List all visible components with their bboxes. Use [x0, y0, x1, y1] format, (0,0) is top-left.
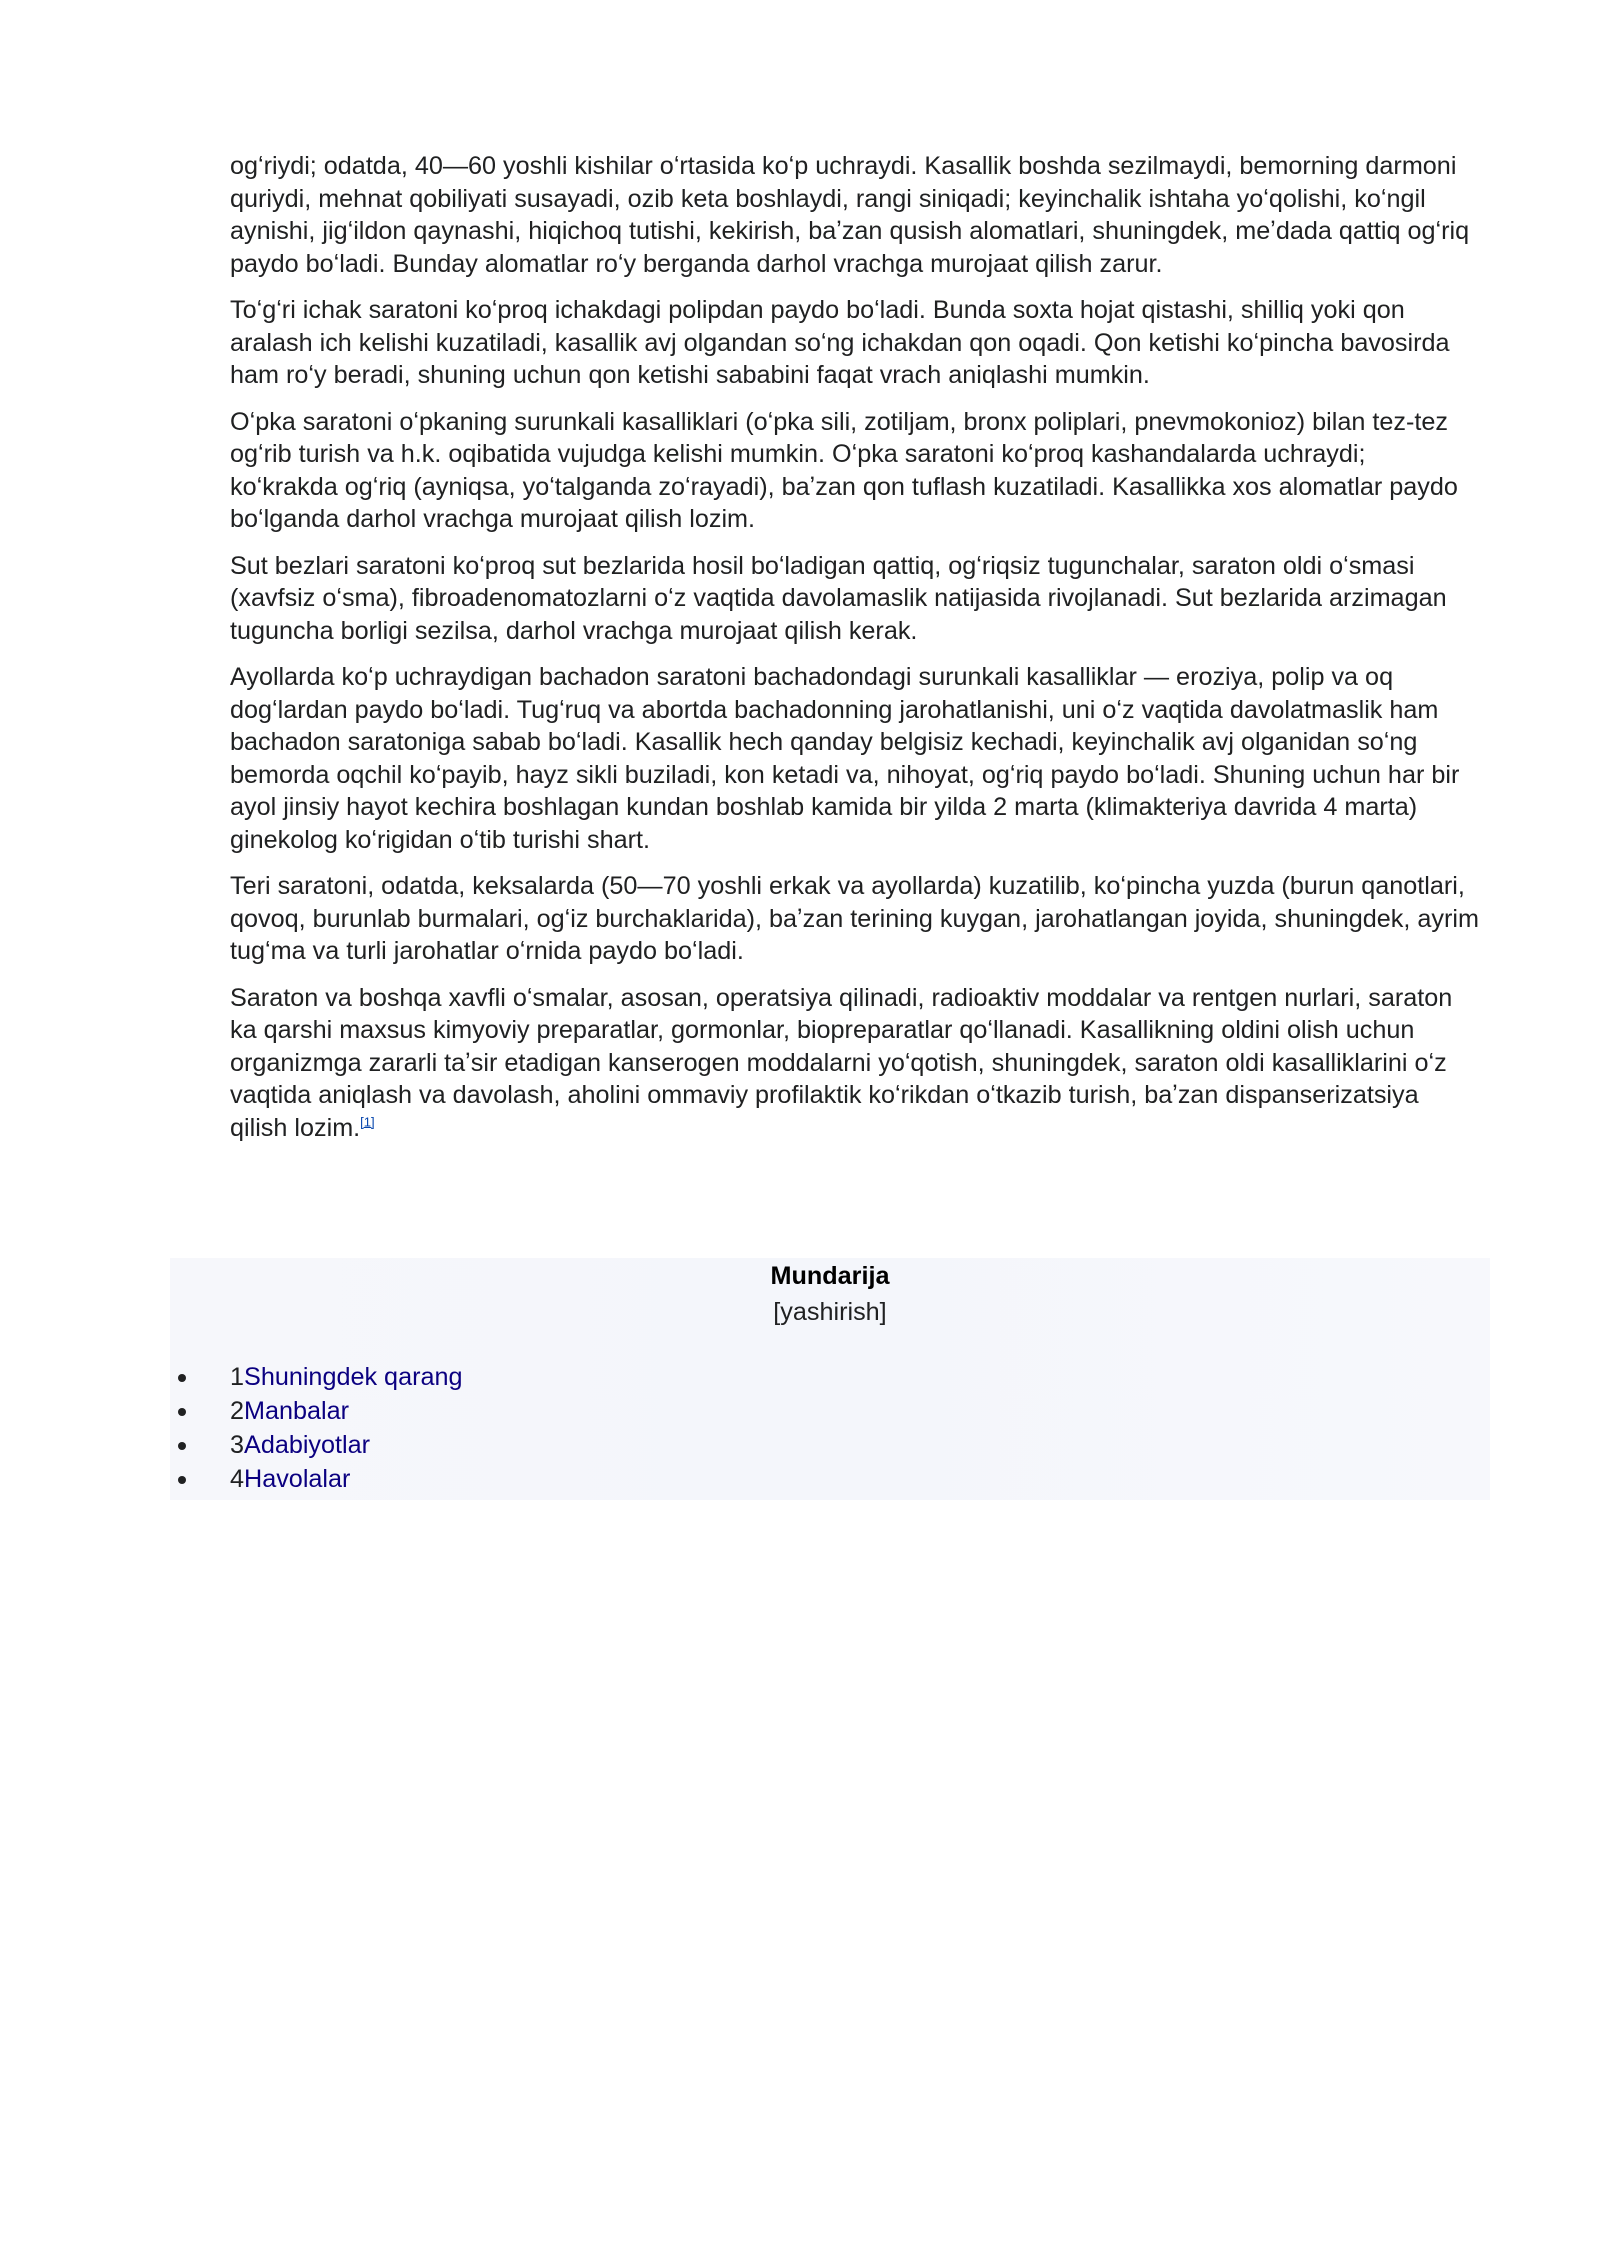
- toc-link-sources[interactable]: Manbalar: [244, 1397, 350, 1425]
- reference-footnote-link[interactable]: [360, 1114, 374, 1129]
- toc-item-number: 2: [230, 1397, 245, 1425]
- toc-item-links[interactable]: [170, 1462, 463, 1496]
- bullet-icon: [178, 1476, 186, 1484]
- toc-item-literature[interactable]: [170, 1428, 463, 1462]
- paragraph-stomach-cancer: ogʻriydi; odatda, 40—60 yoshli kishilar oʻrtasida koʻp uchraydi. Kasallik boshda sezilmaydi, bemorning darmoni quriydi, mehnat qobiliyati susayadi, ozib keta boshlaydi, rangi siniqadi; keyinchalik ishtaha yoʻqolishi, koʻngil aynishi, jigʻildon qaynashi, hiqichoq tutishi, kekirish, baʼzan qusish alomatlari, shuningdek, meʼdada qattiq ogʻriq paydo boʻladi. Bunday alomatlar roʻy berganda darhol vrachga murojaat qilish zarur.: [230, 152, 1470, 278]
- bullet-icon: [178, 1442, 186, 1450]
- paragraph-treatment-text: Saraton va boshqa xavfli oʻsmalar, asosan, operatsiya qilinadi, radioaktiv moddalar va rentgen nurlari, saraton ka qarshi maxsus kimyoviy preparatlar, gormonlar, biopreparatlar qoʻllanadi. Kasallikning oldini olish uchun organizmga zararli taʼsir etadigan kanserogen moddalarni yoʻqotish, shuningdek, saraton oldi kasalliklarini oʻz vaqtida aniqlash va davolash, aholini ommaviy profilaktik koʻrikdan oʻtkazib turish, baʼzan dispanserizatsiya qilish lozim.: [230, 983, 1453, 1142]
- paragraph-lung-cancer: Oʻpka saratoni oʻpkaning surunkali kasalliklari (oʻpka sili, zotiljam, bronx poliplari, pnevmokonioz) bilan tez-tez ogʻrib turish va h.k. oqibatida vujudga kelishi mumkin. Oʻpka saratoni koʻproq kashandalarda uchraydi; koʻkrakda ogʻriq (ayniqsa, yoʻtalganda zoʻrayadi), baʼzan qon tuflash kuzatiladi. Kasallikka xos alomatlar paydo boʻlganda darhol vrachga murojaat qilish lozim.: [230, 407, 1458, 533]
- toc-list: [170, 1360, 463, 1496]
- paragraph-skin-cancer: Teri saratoni, odatda, keksalarda (50—70 yoshli erkak va ayollarda) kuzatilib, koʻpincha yuzda (burun qanotlari, qovoq, burunlab burmalari, ogʻiz burchaklarida), baʼzan terining kuygan, jarohatlangan joyida, shuningdek, ayrim tugʻma va turli jarohatlar oʻrnida paydo boʻladi.: [230, 872, 1479, 965]
- article-body: [230, 150, 1480, 1158]
- toc-link-literature[interactable]: Adabiyotlar: [244, 1431, 371, 1459]
- toc-item-sources[interactable]: [170, 1394, 463, 1428]
- toc-link-see-also[interactable]: Shuningdek qarang: [244, 1363, 463, 1391]
- bullet-icon: [178, 1374, 186, 1382]
- toc-title: Mundarija: [770, 1262, 890, 1290]
- table-of-contents: [170, 1258, 1490, 1500]
- paragraph-uterine-cancer: Ayollarda koʻp uchraydigan bachadon saratoni bachadondagi surunkali kasalliklar — eroziya, polip va oq dogʻlardan paydo boʻladi. Tugʻruq va abortda bachadonning jarohatlanishi, uni oʻz vaqtida davolatmaslik ham bachadon saratoniga sabab boʻladi. Kasallik hech qanday belgisiz kechadi, keyinchalik avj olganidan soʻng bemorda oqchil koʻpayib, hayz sikli buziladi, kon ketadi va, nihoyat, ogʻriq paydo boʻladi. Shuning uchun har bir ayol jinsiy hayot kechira boshlagan kundan boshlab kamida bir yilda 2 marta (klimakteriya davrida 4 marta) ginekolog koʻrigidan oʻtib turishi shart.: [230, 663, 1460, 854]
- toc-item-number: 1: [230, 1363, 245, 1391]
- bullet-icon: [178, 1408, 186, 1416]
- toc-link-links[interactable]: Havolalar: [244, 1465, 351, 1493]
- toc-item-number: 3: [230, 1431, 245, 1459]
- paragraph-rectal-cancer: Toʻgʻri ichak saratoni koʻproq ichakdagi polipdan paydo boʻladi. Bunda soxta hojat qistashi, shilliq yoki qon aralash ich kelishi kuzatiladi, kasallik avj olgandan soʻng ichakdan qon oqadi. Qon ketishi koʻpincha bavosirda ham roʻy beradi, shuning uchun qon ketishi sababini faqat vrach aniqlashi mumkin.: [230, 296, 1450, 389]
- reference-footnote-label[interactable]: [1]: [360, 1114, 375, 1130]
- toc-hide-toggle[interactable]: [yashirish]: [773, 1298, 887, 1326]
- toc-item-number: 4: [230, 1465, 245, 1493]
- paragraph-treatment: [230, 982, 1480, 1145]
- paragraph-breast-cancer: Sut bezlari saratoni koʻproq sut bezlarida hosil boʻladigan qattiq, ogʻriqsiz tugunchalar, saraton oldi oʻsmasi (xavfsiz oʻsma), fibroadenomatozlarni oʻz vaqtida davolamaslik natijasida rivojlanadi. Sut bezlarida arzimagan tuguncha borligi sezilsa, darhol vrachga murojaat qilish kerak.: [230, 551, 1447, 645]
- toc-item-see-also[interactable]: [170, 1360, 463, 1394]
